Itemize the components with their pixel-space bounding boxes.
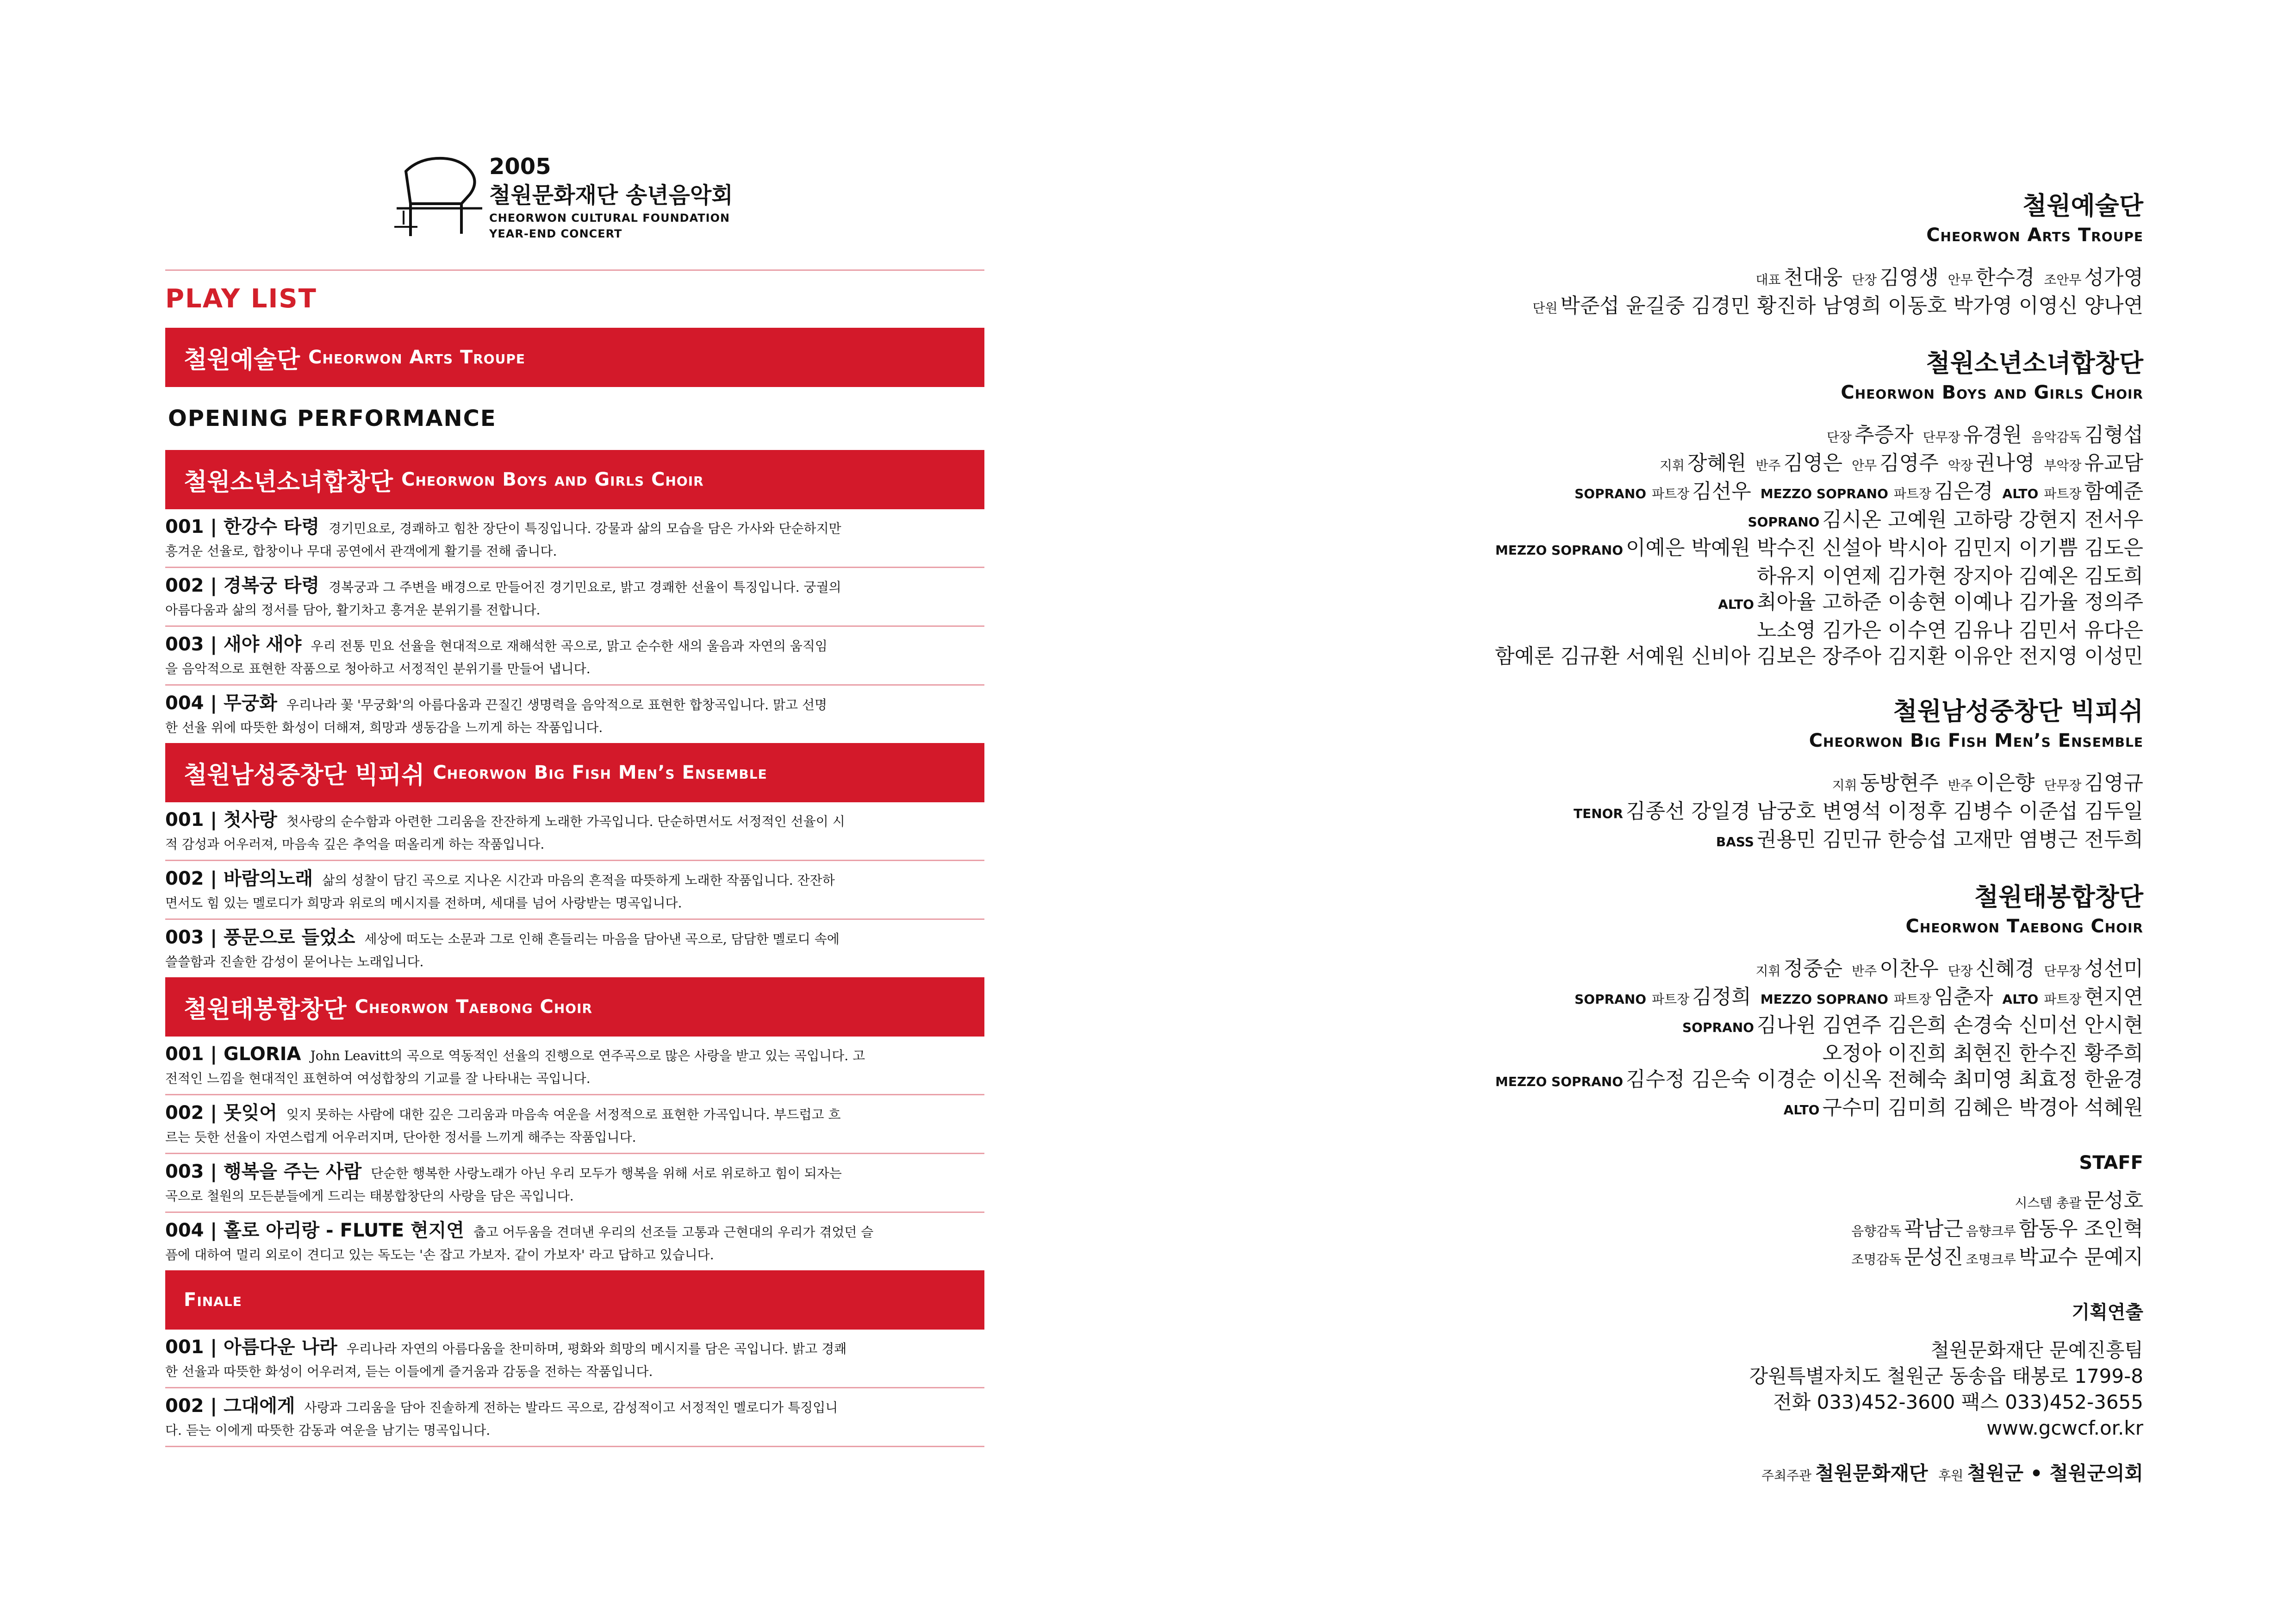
boys-choir-list <box>165 509 984 743</box>
song-desc-1: 삶의 성찰이 담긴 곡으로 지나온 시간과 마음의 흔적을 따뜻하게 노래한 작품입니다. 잔잔하 <box>322 873 835 888</box>
list-item <box>165 1330 984 1388</box>
role-label: 반주 <box>1948 778 1973 793</box>
person-name: 함동우 조인혁 <box>2018 1217 2143 1241</box>
song-desc-1: John Leavitt의 곡으로 역동적인 선율의 진행으로 연주곡으로 많은 사랑을 받고 있는 곡입니다. 고 <box>310 1048 865 1063</box>
song-desc-1: 사랑과 그리움을 담아 진솔하게 전하는 발라드 곡으로, 감성적이고 서정적인 멜로디가 특징입니 <box>304 1400 838 1415</box>
song-title: 002 | 그대에게 <box>165 1395 295 1417</box>
finale-list <box>165 1330 984 1447</box>
member-names: 함예론 김규환 서예원 신비아 김보은 장주아 김지환 이유안 전지영 이성민 <box>1495 644 2143 668</box>
role-label: 단원 <box>1532 300 1558 316</box>
song-title: 001 | 한강수 타령 <box>165 516 320 537</box>
role-label: 파트장 <box>1893 992 1932 1007</box>
list-item <box>165 686 984 743</box>
roster-title-ko: 철원태봉합창단 <box>1974 882 2143 912</box>
person-name: 이찬우 <box>1879 957 1939 981</box>
play-list-title: PLAY LIST <box>165 284 317 314</box>
concert-logo <box>392 153 984 259</box>
member-names: 김나윈 김연주 김은희 손경숙 신미선 안시현 <box>1756 1013 2143 1037</box>
role-label: 반주 <box>1852 963 1877 979</box>
member-names: 오정아 이진희 최현진 한수진 황주희 <box>1822 1042 2143 1065</box>
section-title-en: Cheorwon Big Fish Men’s Ensemble <box>433 762 767 783</box>
roster-row <box>1264 422 2143 450</box>
song-desc-2: 흥겨운 선율로, 합창이나 무대 공연에서 관객에게 활기를 전해 줍니다. <box>165 543 557 559</box>
roster-row <box>1264 1095 2143 1123</box>
person-name: 성선미 <box>2084 957 2143 981</box>
section-title-ko: 철원소년소녀합창단 <box>184 468 393 496</box>
role-label: 단장 <box>1852 272 1877 287</box>
song-title: 003 | 풍문으로 들었소 <box>165 927 355 948</box>
list-item <box>165 1095 984 1154</box>
big-fish-roster <box>1264 695 2143 855</box>
person-name: 김영주 <box>1879 451 1939 475</box>
role-label: 음악감독 <box>2031 430 2082 445</box>
roster-row <box>1264 643 2143 669</box>
member-names: 김종선 강일경 남궁호 변영석 이정후 김병수 이준섭 김두일 <box>1626 800 2143 823</box>
song-desc-2: 다. 듣는 이에게 따뜻한 감동과 여운을 남기는 명곡입니다. <box>165 1423 491 1438</box>
song-title: 002 | 못잊어 <box>165 1102 277 1124</box>
member-names: 노소영 김가은 이수연 김유나 김민서 유다은 <box>1756 618 2143 642</box>
song-title: 004 | 홀로 아리랑 - FLUTE 현지연 <box>165 1220 464 1241</box>
part-label: MEZZO SOPRANO <box>1760 486 1888 501</box>
roster-row <box>1264 770 2143 799</box>
song-desc-2: 픔에 대하여 멀리 외로이 견디고 있는 독도는 '손 잡고 가보자. 같이 가보자' 라고 답하고 있습니다. <box>165 1247 714 1262</box>
role-label: 지휘 <box>1832 778 1857 793</box>
section-big-fish <box>165 743 984 802</box>
song-desc-1: 우리나라 자연의 아름다움을 찬미하며, 평화와 희망의 메시지를 담은 곡입니다. 밝고 경쾌 <box>346 1341 847 1356</box>
planning-address: 강원특별자치도 철원군 동송읍 태봉로 1799-8 <box>1749 1365 2143 1387</box>
roster-title-ko: 철원소년소녀합창단 <box>1926 349 2143 378</box>
list-item <box>165 1037 984 1095</box>
person-name: 김영규 <box>2084 771 2143 795</box>
person-name: 유교담 <box>2084 451 2143 475</box>
role-label: 파트장 <box>1652 992 1690 1007</box>
role-label: 조안무 <box>2044 272 2082 287</box>
roster-row <box>1264 293 2143 321</box>
roster-row <box>1264 827 2143 855</box>
role-label: 파트장 <box>1652 486 1690 501</box>
song-title: 001 | 아름다운 나라 <box>165 1337 337 1358</box>
roster-title-en: Cheorwon Big Fish Men’s Ensemble <box>1809 730 2143 751</box>
staff-block <box>1264 1149 2143 1273</box>
list-item <box>165 1154 984 1213</box>
part-label: MEZZO SOPRANO <box>1495 543 1623 558</box>
roster-row <box>1264 1012 2143 1041</box>
part-label: ALTO <box>2002 486 2039 501</box>
role-label: 지휘 <box>1755 963 1781 979</box>
person-name: 김형섭 <box>2084 423 2143 447</box>
section-title-en: Finale <box>184 1289 242 1311</box>
part-label: MEZZO SOPRANO <box>1495 1074 1623 1089</box>
song-desc-1: 우리나라 꽃 '무궁화'의 아름다움과 끈질긴 생명력을 음악적으로 표현한 합창곡입니다. 맑고 선명 <box>286 697 828 712</box>
part-label: TENOR <box>1573 806 1623 821</box>
support-name: 철원군 • 철원군의회 <box>1967 1462 2143 1485</box>
song-title: 003 | 행복을 주는 사람 <box>165 1161 362 1182</box>
divider <box>165 269 984 271</box>
roster-title-en: Cheorwon Boys and Girls Choir <box>1841 382 2143 403</box>
section-title-ko: 철원예술단 <box>184 346 300 374</box>
song-title: 001 | GLORIA <box>165 1043 301 1065</box>
role-label: 주최주관 <box>1761 1468 1812 1483</box>
roster-row <box>1264 984 2143 1012</box>
roster-row <box>1264 563 2143 589</box>
person-name: 박교수 문예지 <box>2018 1245 2143 1269</box>
role-label: 조명크루 <box>1966 1252 2016 1267</box>
role-label: 단무장 <box>2044 963 2082 979</box>
role-label: 악장 <box>1948 458 1973 473</box>
taebong-roster <box>1264 881 2143 1123</box>
planning-title: 기획연출 <box>2072 1302 2143 1323</box>
roster-row <box>1264 507 2143 535</box>
section-title-ko: 철원남성중창단 빅피쉬 <box>184 761 425 789</box>
list-item <box>165 627 984 686</box>
role-label: 단장 <box>1948 963 1973 979</box>
role-label: 안무 <box>1852 458 1877 473</box>
part-label: ALTO <box>1718 597 1754 612</box>
roster-row <box>1264 1244 2143 1273</box>
person-name: 임춘자 <box>1934 985 1993 1009</box>
host-name: 철원문화재단 <box>1815 1462 1928 1485</box>
member-names: 박준섭 윤길중 김경민 황진하 남영희 이동호 박가영 이영신 양나연 <box>1560 294 2143 318</box>
part-label: ALTO <box>1783 1102 1820 1118</box>
boys-choir-roster <box>1264 347 2143 669</box>
member-names: 권용민 김민규 한승섭 고재만 염병근 전두희 <box>1756 828 2143 851</box>
role-label: 음향감독 <box>1851 1224 1902 1239</box>
list-item <box>165 1213 984 1270</box>
song-desc-2: 쓸쓸함과 진솔한 감성이 묻어나는 노래입니다. <box>165 954 424 969</box>
person-name: 신혜경 <box>1975 957 2035 981</box>
person-name: 정중순 <box>1783 957 1843 981</box>
part-label: ALTO <box>2002 992 2039 1007</box>
section-taebong-choir <box>165 977 984 1037</box>
person-name: 김정희 <box>1692 985 1751 1009</box>
person-name: 이은향 <box>1975 771 2035 795</box>
logo-year: 2005 <box>489 154 551 180</box>
website-link[interactable]: www.gcwcf.or.kr <box>1986 1417 2143 1439</box>
section-boys-girls-choir <box>165 450 984 509</box>
sponsor-line <box>1264 1460 2143 1490</box>
member-names: 최아율 고하준 이송현 이예나 김가율 정의주 <box>1756 590 2143 614</box>
song-desc-1: 세상에 떠도는 소문과 그로 인해 흔들리는 마음을 담아낸 곡으로, 담담한 멜로디 속에 <box>364 931 840 947</box>
song-title: 002 | 경복궁 타령 <box>165 575 320 596</box>
section-title-en: Cheorwon Arts Troupe <box>308 347 525 368</box>
song-desc-2: 한 선율 위에 따뜻한 화성이 더해져, 희망과 생동감을 느끼게 하는 작품입니다. <box>165 720 603 735</box>
planning-block <box>1264 1299 2143 1490</box>
role-label: 부악장 <box>2044 458 2082 473</box>
roster-title-en: Cheorwon Taebong Choir <box>1905 916 2143 937</box>
person-name: 동방현주 <box>1860 771 1939 795</box>
role-label: 단무장 <box>1923 430 1960 445</box>
person-name: 김선우 <box>1692 480 1751 503</box>
list-item <box>165 568 984 627</box>
song-desc-1: 단순한 행복한 사랑노래가 아닌 우리 모두가 행복을 위해 서로 위로하고 힘이 되자는 <box>371 1166 842 1181</box>
list-item <box>165 509 984 568</box>
section-finale <box>165 1270 984 1330</box>
role-label: 단무장 <box>2044 778 2082 793</box>
song-title: 004 | 무궁화 <box>165 693 277 714</box>
song-desc-2: 르는 듯한 선율이 자연스럽게 어우러지며, 단아한 정서를 느끼게 해주는 작품입니다. <box>165 1130 636 1145</box>
person-name: 권나영 <box>1975 451 2035 475</box>
song-desc-2: 한 선율과 따뜻한 화성이 어우러져, 듣는 이들에게 즐거움과 감동을 전하는 작품입니다. <box>165 1364 653 1379</box>
person-name: 문성진 <box>1904 1245 1963 1269</box>
member-names: 김시온 고예원 고하랑 강현지 전서우 <box>1822 508 2143 531</box>
performers-column <box>1264 190 2143 1516</box>
song-desc-1: 춥고 어두움을 견뎌낸 우리의 선조들 고통과 근현대의 우리가 겪었던 슬 <box>473 1224 874 1240</box>
person-name: 김영은 <box>1783 451 1843 475</box>
person-name: 추증자 <box>1854 423 1914 447</box>
role-label: 대표 <box>1755 272 1781 287</box>
planning-phone: 전화 033)452-3600 팩스 033)452-3655 <box>1773 1391 2143 1413</box>
song-desc-2: 적 감성과 어우러져, 마음속 깊은 추억을 떠올리게 하는 작품입니다. <box>165 837 545 852</box>
roster-row <box>1264 1216 2143 1244</box>
section-title-en: Cheorwon Taebong Choir <box>355 996 593 1018</box>
part-label: SOPRANO <box>1682 1020 1754 1035</box>
list-item <box>165 920 984 977</box>
song-desc-2: 전적인 느낌을 현대적인 표현하여 여성합창의 기교를 잘 나타내는 곡입니다. <box>165 1071 591 1086</box>
role-label: 파트장 <box>1893 486 1932 501</box>
roster-title-ko: 철원남성중창단 빅피쉬 <box>1893 697 2143 726</box>
song-desc-2: 아름다움과 삶의 정서를 담아, 활기차고 흥겨운 분위기를 전합니다. <box>165 602 541 618</box>
role-label: 조명감독 <box>1851 1252 1902 1267</box>
section-arts-troupe <box>165 328 984 387</box>
role-label: 파트장 <box>2044 992 2082 1007</box>
planning-org: 철원문화재단 문예진흥팀 <box>1930 1339 2143 1362</box>
role-label: 파트장 <box>2044 486 2082 501</box>
opening-performance: OPENING PERFORMANCE <box>168 406 497 431</box>
role-label: 음향크루 <box>1966 1224 2016 1239</box>
roster-row <box>1264 1067 2143 1095</box>
song-desc-2: 을 음악적으로 표현한 작품으로 청아하고 서정적인 분위기를 만들어 냅니다. <box>165 661 591 676</box>
role-label: 단장 <box>1826 430 1852 445</box>
song-title: 003 | 새야 새야 <box>165 634 302 655</box>
person-name: 곽남근 <box>1904 1217 1963 1241</box>
person-name: 함예준 <box>2084 480 2143 503</box>
role-label: 반주 <box>1755 458 1781 473</box>
part-label: SOPRANO <box>1574 486 1647 501</box>
song-desc-1: 경기민요로, 경쾌하고 힘찬 장단이 특징입니다. 강물과 삶의 모습을 담은 가사와 단순하지만 <box>329 521 841 536</box>
song-desc-2: 면서도 힘 있는 멜로디가 희망과 위로의 메시지를 전하며, 세대를 넘어 사랑받는 명곡입니다. <box>165 895 682 911</box>
grand-piano-icon <box>392 153 485 250</box>
logo-name-en-1: CHEORWON CULTURAL FOUNDATION <box>489 212 730 225</box>
list-item <box>165 861 984 920</box>
section-title-ko: 철원태봉합창단 <box>184 995 347 1024</box>
member-names: 하유지 이연제 김가현 장지아 김예온 김도희 <box>1756 564 2143 588</box>
roster-row <box>1264 618 2143 643</box>
roster-row <box>1264 1188 2143 1216</box>
roster-title-ko: 철원예술단 <box>2022 191 2143 220</box>
role-label: 시스템 총괄 <box>2015 1195 2082 1211</box>
part-label: SOPRANO <box>1748 514 1820 530</box>
person-name: 유경원 <box>1963 423 2022 447</box>
list-item <box>165 1388 984 1447</box>
arts-troupe-roster <box>1264 190 2143 321</box>
song-title: 002 | 바람의노래 <box>165 868 313 889</box>
song-desc-1: 첫사랑의 순수함과 아련한 그리움을 잔잔하게 노래한 가곡입니다. 단순하면서도 서정적인 선율이 시 <box>286 814 845 829</box>
roster-row <box>1264 450 2143 479</box>
song-desc-1: 경복궁과 그 주변을 배경으로 만들어진 경기민요로, 밝고 경쾌한 선율이 특징입니다. 궁궐의 <box>329 580 841 595</box>
roster-row <box>1264 1041 2143 1067</box>
role-label: 후원 <box>1938 1468 1964 1483</box>
part-label: MEZZO SOPRANO <box>1760 992 1888 1007</box>
person-name: 장혜원 <box>1687 451 1747 475</box>
roster-row <box>1264 589 2143 618</box>
person-name: 김은경 <box>1934 480 1993 503</box>
song-desc-1: 잊지 못하는 사람에 대한 깊은 그리움과 마음속 여운을 서정적으로 표현한 가곡입니다. 부드럽고 흐 <box>286 1107 841 1122</box>
part-label: SOPRANO <box>1574 992 1647 1007</box>
roster-row <box>1264 799 2143 827</box>
role-label: 지휘 <box>1659 458 1685 473</box>
song-title: 001 | 첫사랑 <box>165 809 277 831</box>
person-name: 문성호 <box>2084 1189 2143 1212</box>
roster-row <box>1264 479 2143 507</box>
member-names: 이예은 박예원 박수진 신설아 박시아 김민지 이기쁨 김도은 <box>1626 536 2143 560</box>
roster-title-en: Cheorwon Arts Troupe <box>1926 225 2143 246</box>
staff-title: STAFF <box>2079 1152 2143 1174</box>
song-desc-2: 곡으로 철원의 모든분들에게 드리는 태봉합창단의 사랑을 담은 곡입니다. <box>165 1188 574 1204</box>
play-list-column <box>165 153 984 1447</box>
member-names: 김수정 김은숙 이경순 이신옥 전혜숙 최미영 최효정 한윤경 <box>1626 1068 2143 1091</box>
big-fish-list <box>165 802 984 977</box>
roster-row <box>1264 535 2143 563</box>
logo-name-ko: 철원문화재단 송년음악회 <box>489 182 733 208</box>
logo-name-en-2: YEAR-END CONCERT <box>489 227 622 240</box>
role-label: 안무 <box>1948 272 1973 287</box>
list-item <box>165 802 984 861</box>
person-name: 현지연 <box>2084 985 2143 1009</box>
person-name: 성가영 <box>2084 266 2143 289</box>
song-desc-1: 우리 전통 민요 선율을 현대적으로 재해석한 곡으로, 맑고 순수한 새의 울음과 자연의 움직임 <box>311 638 828 654</box>
taebong-list <box>165 1037 984 1270</box>
member-names: 구수미 김미희 김혜은 박경아 석혜원 <box>1822 1096 2143 1119</box>
roster-row <box>1264 265 2143 293</box>
part-label: BASS <box>1716 834 1754 849</box>
section-title-en: Cheorwon Boys and Girls Choir <box>401 469 704 490</box>
person-name: 천대웅 <box>1783 266 1843 289</box>
roster-row <box>1264 956 2143 984</box>
person-name: 한수경 <box>1975 266 2035 289</box>
person-name: 김영생 <box>1879 266 1939 289</box>
